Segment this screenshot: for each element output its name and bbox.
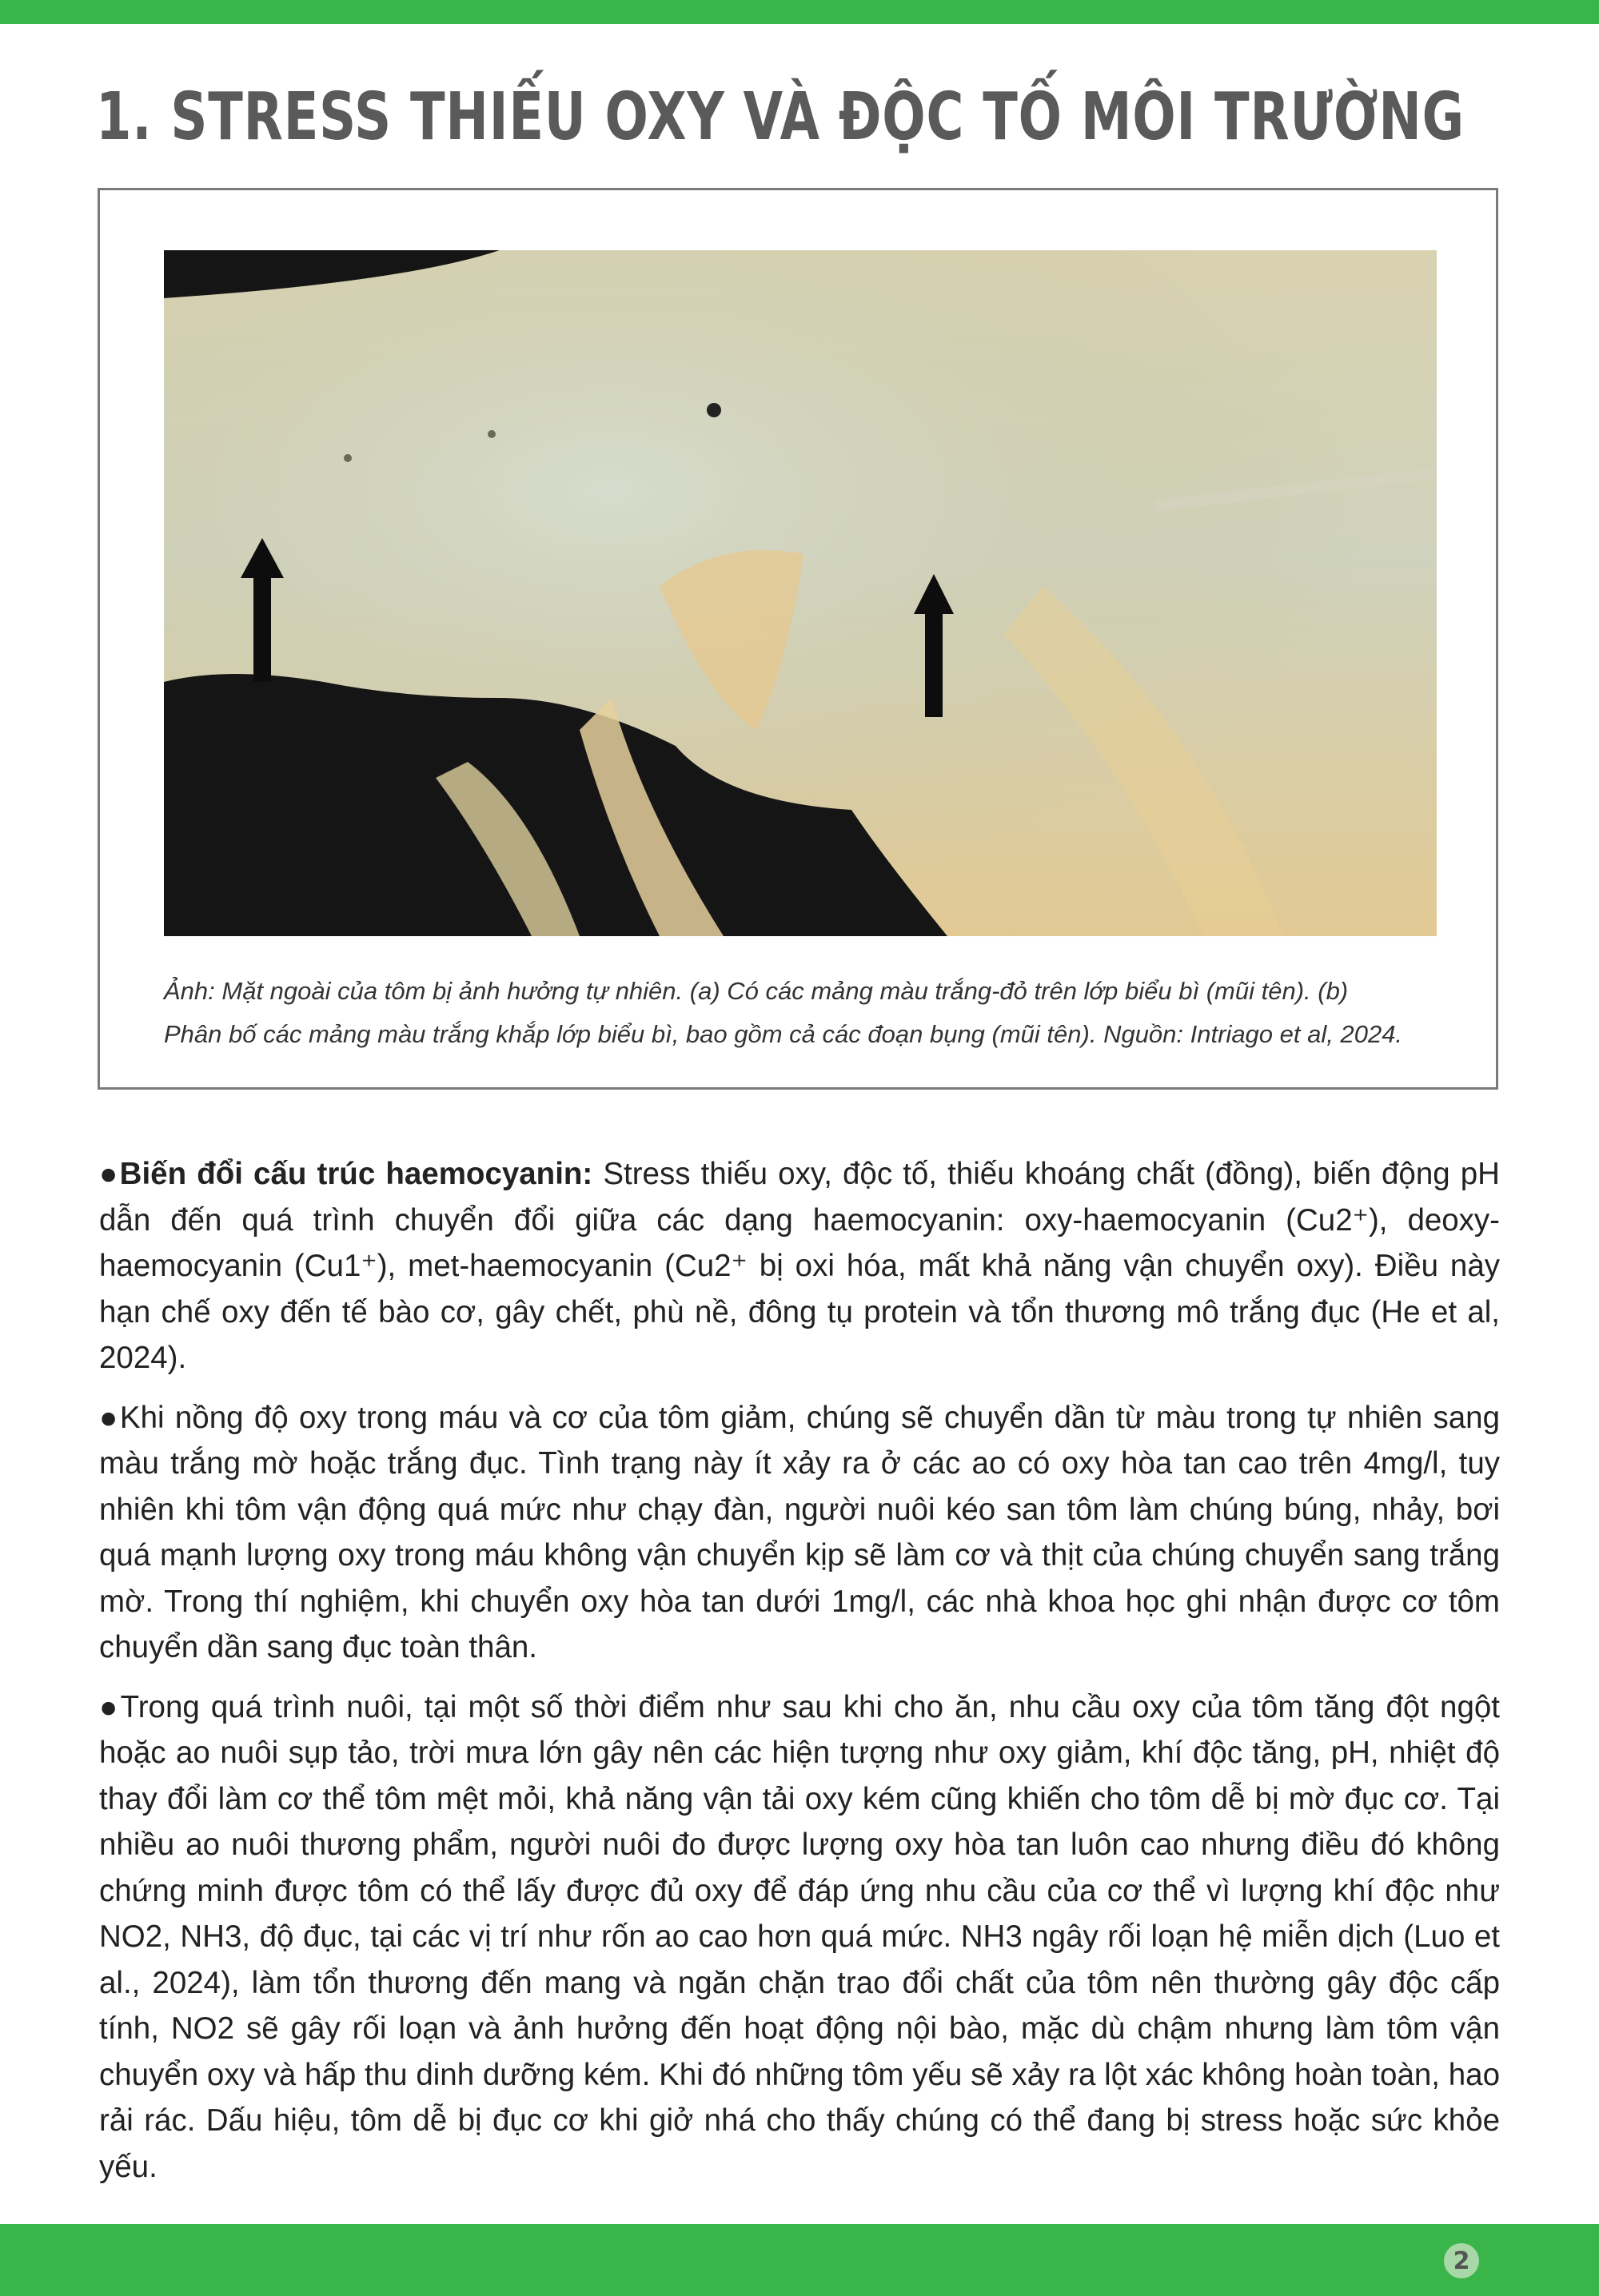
paragraph-oxygen bbox=[99, 1395, 1500, 1671]
shrimp-photo-illustration bbox=[164, 250, 1437, 936]
caption-line-1: Ảnh: Mặt ngoài của tôm bị ảnh hưởng tự nhiên. (a) Có các mảng màu trắng-đỏ trên lớp biểu bì (mũi tên). (b) bbox=[164, 977, 1349, 1005]
paragraph-text: Trong quá trình nuôi, tại một số thời điểm như sau khi cho ăn, nhu cầu oxy của tôm tăng đột ngột hoặc ao nuôi sụp tảo, trời mưa lớn gây nên các hiện tượng như oxy giảm, khí độc tăng, pH, nhiệt độ thay đổi làm cơ thể tôm mệt mỏi, khả năng vận tải oxy kém cũng khiến cho tôm dễ bị mờ đục cơ. Tại nhiều ao nuôi thương phẩm, người nuôi đo được lượng oxy hòa tan luôn cao nhưng điều đó không chứng minh được tôm có thể lấy được đủ oxy để đáp ứng nhu cầu của cơ thể vì lượng khí độc như NO2, NH3, độ đục, tại các vị trí như rốn ao cao hơn quá mức. NH3 ngây rối loạn hệ miễn dịch (Luo et al., 2024), làm tổn thương đến mang và ngăn chặn trao đổi chất của tôm nên thường gây độc cấp tính, NO2 sẽ gây rối loạn và ảnh hưởng đến hoạt động nội bào, mặc dù chậm nhưng làm tôm vận chuyển oxy và hấp thu dinh dưỡng kém. Khi đó những tôm yếu sẽ xảy ra lột xác không hoàn toàn, hao rải rác. Dấu hiệu, tôm dễ bị đục cơ khi giở nhá cho thấy chúng có thể đang bị stress hoặc sức khỏe yếu. bbox=[99, 1689, 1500, 2184]
top-green-bar bbox=[0, 0, 1599, 24]
bottom-green-bar bbox=[0, 2224, 1599, 2296]
paragraph-lead: Biến đổi cấu trúc haemocyanin: bbox=[119, 1157, 593, 1191]
paragraph-text: Khi nồng độ oxy trong máu và cơ của tôm giảm, chúng sẽ chuyển dần từ màu trong tự nhiên sang màu trắng mờ hoặc trắng đục. Tình trạng này ít xảy ra ở các ao có oxy hòa tan cao trên 4mg/l, tuy nhiên khi tôm vận động quá mức như chạy đàn, người nuôi kéo san tôm làm chúng búng, nhảy, bơi quá mạnh lượng oxy trong máu không vận chuyển kịp sẽ làm cơ và thịt của chúng chuyển sang trắng mờ. Trong thí nghiệm, khi chuyển oxy hòa tan dưới 1mg/l, các nhà khoa học ghi nhận được cơ tôm chuyển dần sang đục toàn thân. bbox=[99, 1400, 1500, 1664]
bullet-icon: ● bbox=[99, 1400, 120, 1435]
figure-frame bbox=[98, 188, 1498, 1090]
paragraph-farming bbox=[99, 1684, 1500, 2190]
bullet-icon: ● bbox=[99, 1157, 120, 1191]
body-text bbox=[99, 1151, 1500, 2203]
page-title: 1. STRESS THIẾU OXY VÀ ĐỘC TỐ MÔI TRƯỜNG bbox=[96, 79, 1465, 155]
figure-caption bbox=[164, 970, 1443, 1056]
page-number: 2 bbox=[1444, 2243, 1479, 2278]
paragraph-haemocyanin bbox=[99, 1151, 1500, 1381]
paragraph-text: Stress thiếu oxy, độc tố, thiếu khoáng chất (đồng), biến động pH dẫn đến quá trình chuyển đổi giữa các dạng haemocyanin: oxy-haemocyanin (Cu2⁺), deoxy-haemocyanin (Cu1⁺), met-haemocyanin (Cu2⁺ bị oxi hóa, mất khả năng vận chuyển oxy). Điều này hạn chế oxy đến tế bào cơ, gây chết, phù nề, đông tụ protein và tổn thương mô trắng đục (He et al, 2024). bbox=[99, 1157, 1500, 1375]
bullet-icon: ● bbox=[99, 1689, 121, 1724]
shrimp-photo bbox=[164, 250, 1437, 936]
caption-line-2: Phân bố các mảng màu trắng khắp lớp biểu bì, bao gồm cả các đoạn bụng (mũi tên). Nguồn: Intriago et al, 2024. bbox=[164, 1020, 1403, 1048]
